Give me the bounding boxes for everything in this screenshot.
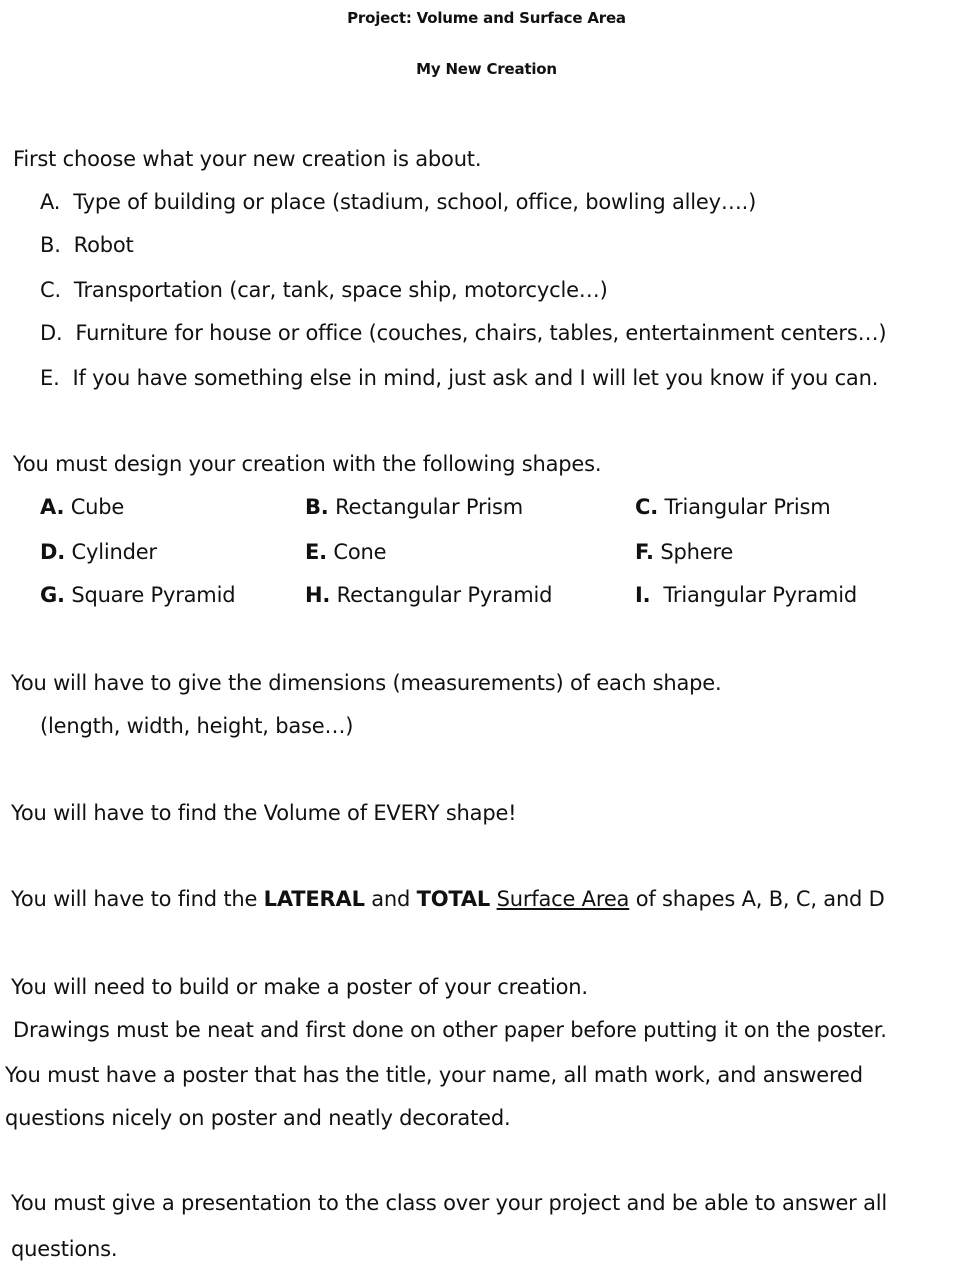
shape-name: Sphere bbox=[660, 540, 734, 564]
surface-post: of shapes A, B, C, and D bbox=[629, 887, 885, 911]
option-letter: B. bbox=[40, 233, 61, 257]
shape-letter: H. bbox=[305, 583, 331, 607]
shape-name: Triangular Prism bbox=[664, 495, 831, 519]
shape-name: Square Pyramid bbox=[71, 583, 236, 607]
option-item bbox=[40, 364, 878, 392]
shapes-intro: You must design your creation with the following shapes. bbox=[13, 452, 602, 476]
choose-intro: First choose what your new creation is about. bbox=[13, 147, 482, 171]
option-item bbox=[40, 319, 886, 347]
lateral-term: LATERAL bbox=[263, 887, 365, 911]
surface-pre: You will have to find the bbox=[11, 887, 264, 911]
shape-item bbox=[40, 538, 157, 566]
option-letter: D. bbox=[40, 321, 63, 345]
option-letter: E. bbox=[40, 366, 60, 390]
shape-name: Cube bbox=[70, 495, 125, 519]
option-text: Type of building or place (stadium, school, office, bowling alley….) bbox=[73, 190, 757, 214]
option-letter: C. bbox=[40, 278, 61, 302]
option-item bbox=[40, 276, 608, 304]
shape-item bbox=[635, 581, 857, 609]
dimensions-text: You will have to give the dimensions (measurements) of each shape. bbox=[11, 671, 722, 695]
shape-letter: G. bbox=[40, 583, 65, 607]
option-text: Robot bbox=[73, 233, 134, 257]
total-term: TOTAL bbox=[416, 887, 491, 911]
presentation-line-1: You must give a presentation to the class over your project and be able to answer all bbox=[11, 1191, 888, 1215]
shape-item bbox=[305, 538, 386, 566]
option-letter: A. bbox=[40, 190, 61, 214]
option-item bbox=[40, 188, 756, 216]
dimensions-examples: (length, width, height, base…) bbox=[40, 714, 354, 738]
option-text: Transportation (car, tank, space ship, motorcycle…) bbox=[73, 278, 608, 302]
shape-letter: F. bbox=[635, 540, 654, 564]
shape-name: Cone bbox=[333, 540, 387, 564]
surface-area-text bbox=[11, 885, 885, 913]
poster-line-3: You must have a poster that has the title, your name, all math work, and answered bbox=[5, 1063, 863, 1087]
page-subtitle: My New Creation bbox=[416, 60, 557, 78]
surface-area-term: Surface Area bbox=[496, 887, 630, 911]
poster-line-4: questions nicely on poster and neatly decorated. bbox=[5, 1106, 511, 1130]
option-text: Furniture for house or office (couches, chairs, tables, entertainment centers…) bbox=[75, 321, 887, 345]
shape-name: Rectangular Pyramid bbox=[336, 583, 553, 607]
shape-letter: A. bbox=[40, 495, 65, 519]
volume-text: You will have to find the Volume of EVERY shape! bbox=[11, 801, 517, 825]
poster-line-2: Drawings must be neat and first done on other paper before putting it on the poster. bbox=[13, 1018, 887, 1042]
shape-item bbox=[40, 493, 124, 521]
shape-item bbox=[305, 493, 523, 521]
shape-name: Rectangular Prism bbox=[335, 495, 524, 519]
surface-mid: and bbox=[364, 887, 417, 911]
option-text: If you have something else in mind, just ask and I will let you know if you can. bbox=[72, 366, 879, 390]
shape-item bbox=[305, 581, 552, 609]
shape-letter: D. bbox=[40, 540, 66, 564]
shape-letter: B. bbox=[305, 495, 329, 519]
shape-item bbox=[635, 493, 830, 521]
shape-letter: C. bbox=[635, 495, 658, 519]
option-item bbox=[40, 231, 134, 259]
shape-letter: I. bbox=[635, 583, 651, 607]
page-title: Project: Volume and Surface Area bbox=[347, 9, 626, 27]
shape-letter: E. bbox=[305, 540, 327, 564]
shape-name: Triangular Pyramid bbox=[663, 583, 858, 607]
shape-item bbox=[40, 581, 235, 609]
shape-item bbox=[635, 538, 733, 566]
shape-name: Cylinder bbox=[71, 540, 157, 564]
poster-line-1: You will need to build or make a poster of your creation. bbox=[11, 975, 588, 999]
presentation-line-2: questions. bbox=[11, 1237, 118, 1261]
